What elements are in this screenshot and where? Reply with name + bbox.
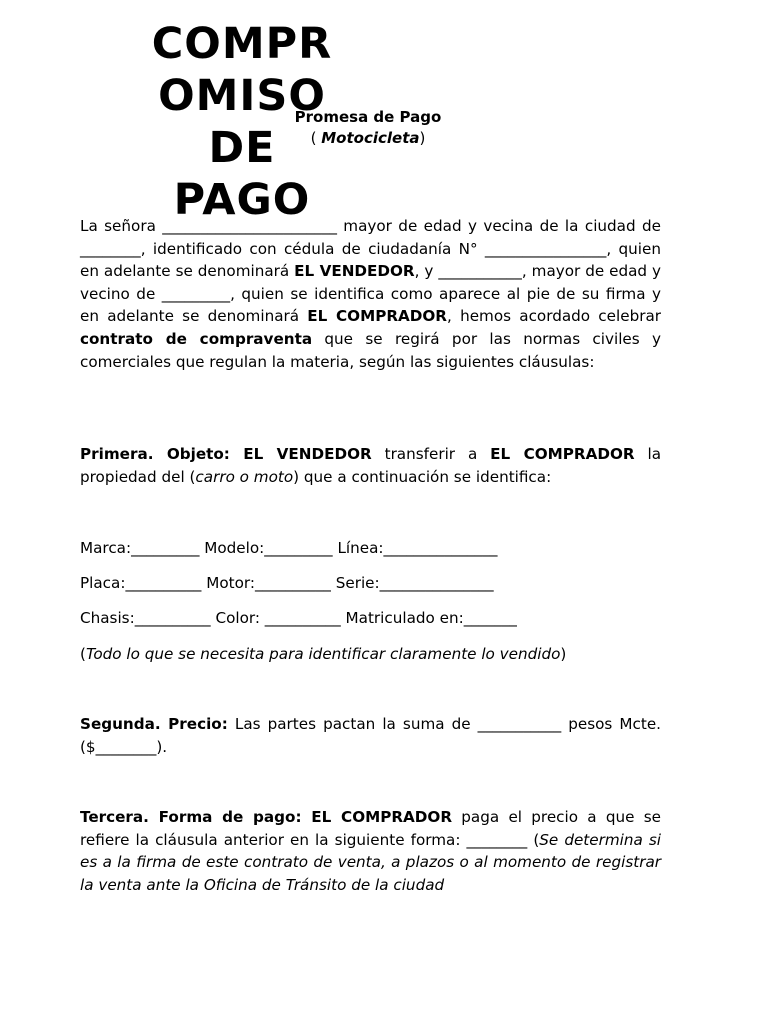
big-title-line: PAGO xyxy=(173,175,311,225)
field-note: (Todo lo que se necesita para identificar claramente lo vendido) xyxy=(80,645,567,663)
big-title-line: OMISO xyxy=(158,71,326,121)
intro-paragraph: La señora _______________________ mayor de edad y vecina de la ciudad de ________, identificado con cédula de ciudadanía N° ________________, quien en adelante se denominará EL VENDEDOR, y ___________, mayor de edad y vecino de _________, quien se identifica como aparece al pie de su firma y en adelante se denominará EL COMPRADOR, hemos acordado celebrar contrato de compraventa que se regirá por las normas civiles y comerciales que regulan la materia, según las siguientes cláusulas: xyxy=(80,217,662,371)
clause-tercera: Tercera. Forma de pago: EL COMPRADOR paga el precio a que se refiere la cláusula anterior en la siguiente forma: ________ (Se determina si es a la firma de este contrato de venta, a plazos o al momento de registrar la venta ante la Oficina de Tránsito de la ciudad xyxy=(80,808,661,894)
field-row-chasis: Chasis:__________ Color: __________ Matriculado en:_______ xyxy=(80,609,517,627)
field-row-placa: Placa:__________ Motor:__________ Serie:_______________ xyxy=(80,574,494,592)
clause-segunda: Segunda. Precio: Las partes pactan la suma de ___________ pesos Mcte. ($________). xyxy=(80,715,661,756)
document-subtitle xyxy=(268,107,468,149)
field-row-marca: Marca:_________ Modelo:_________ Línea:_______________ xyxy=(80,539,498,557)
big-title-line: DE xyxy=(208,123,276,173)
subtitle-line2: ( Motocicleta) xyxy=(310,129,426,147)
big-title-line: COMPR xyxy=(151,19,333,69)
clause-primera: Primera. Objeto: EL VENDEDOR transferir a EL COMPRADOR la propiedad del (carro o moto) que a continuación se identifica: xyxy=(80,445,661,486)
subtitle-line1: Promesa de Pago xyxy=(294,108,442,126)
